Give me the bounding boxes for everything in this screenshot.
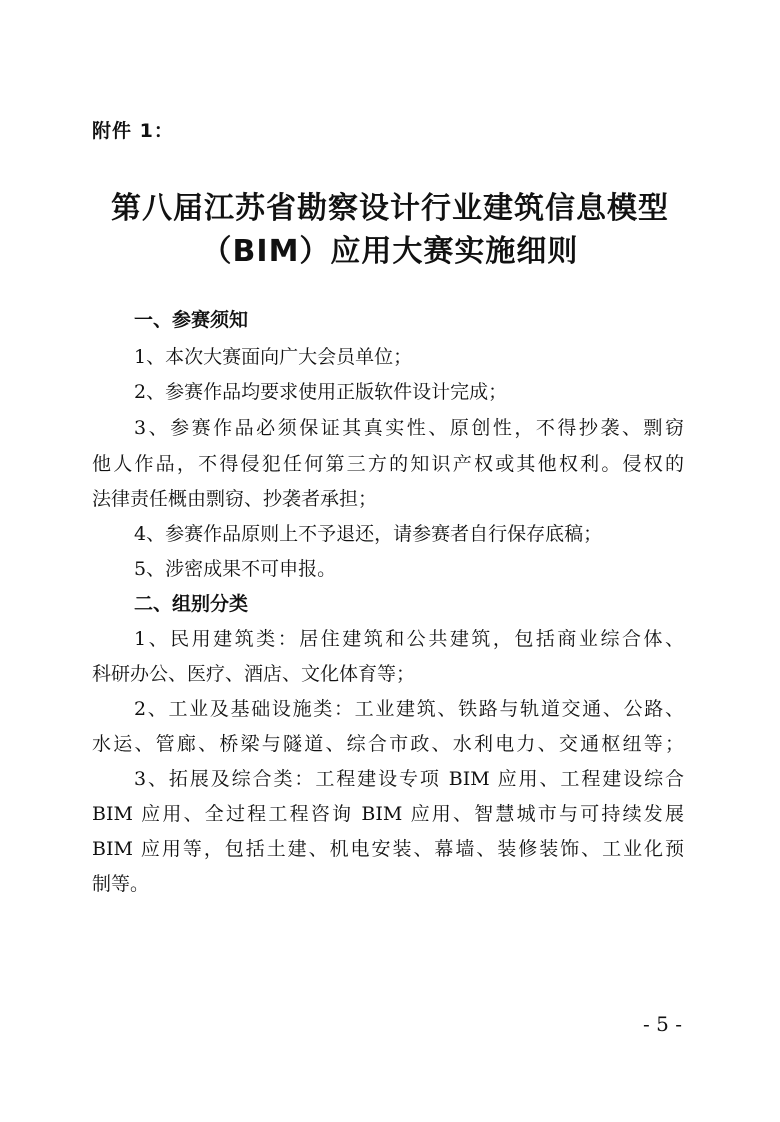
notice-item-3-line-1: 3、参赛作品必须保证其真实性、原创性，不得抄袭、剽窃 bbox=[134, 417, 684, 439]
section-heading-notice: 一、参赛须知 bbox=[134, 309, 249, 331]
category-1-line-1: 1、民用建筑类：居住建筑和公共建筑，包括商业综合体、 bbox=[134, 628, 684, 650]
category-2-line-1: 2、工业及基础设施类：工业建筑、铁路与轨道交通、公路、 bbox=[134, 698, 684, 720]
notice-item-4: 4、参赛作品原则上不予退还，请参赛者自行保存底稿； bbox=[134, 523, 603, 545]
notice-item-3-line-3: 法律责任概由剽窃、抄袭者承担； bbox=[92, 488, 378, 510]
notice-item-3-line-2: 他人作品，不得侵犯任何第三方的知识产权或其他权利。侵权的 bbox=[92, 453, 684, 475]
category-3-line-1: 3、拓展及综合类：工程建设专项 BIM 应用、工程建设综合 bbox=[134, 768, 684, 790]
document-title-line-1: 第八届江苏省勘察设计行业建筑信息模型 bbox=[111, 191, 669, 226]
document-title-line-2: （BIM）应用大赛实施细则 bbox=[201, 234, 579, 269]
attachment-label: 附件 1： bbox=[92, 120, 174, 142]
notice-item-1: 1、本次大赛面向广大会员单位； bbox=[134, 346, 413, 368]
page-number: - 5 - bbox=[643, 1012, 682, 1036]
category-1-line-2: 科研办公、医疗、酒店、文化体育等； bbox=[92, 663, 416, 685]
category-3-line-2: BIM 应用、全过程工程咨询 BIM 应用、智慧城市与可持续发展 bbox=[92, 803, 684, 825]
category-3-line-3: BIM 应用等，包括土建、机电安装、幕墙、装修装饰、工业化预 bbox=[92, 838, 684, 860]
category-2-line-2: 水运、管廊、桥梁与隧道、综合市政、水利电力、交通枢纽等； bbox=[92, 733, 684, 755]
section-heading-categories: 二、组别分类 bbox=[134, 593, 249, 615]
notice-item-5: 5、涉密成果不可申报。 bbox=[134, 558, 337, 580]
category-3-line-4: 制等。 bbox=[92, 873, 150, 895]
notice-item-2: 2、参赛作品均要求使用正版软件设计完成； bbox=[134, 381, 508, 403]
